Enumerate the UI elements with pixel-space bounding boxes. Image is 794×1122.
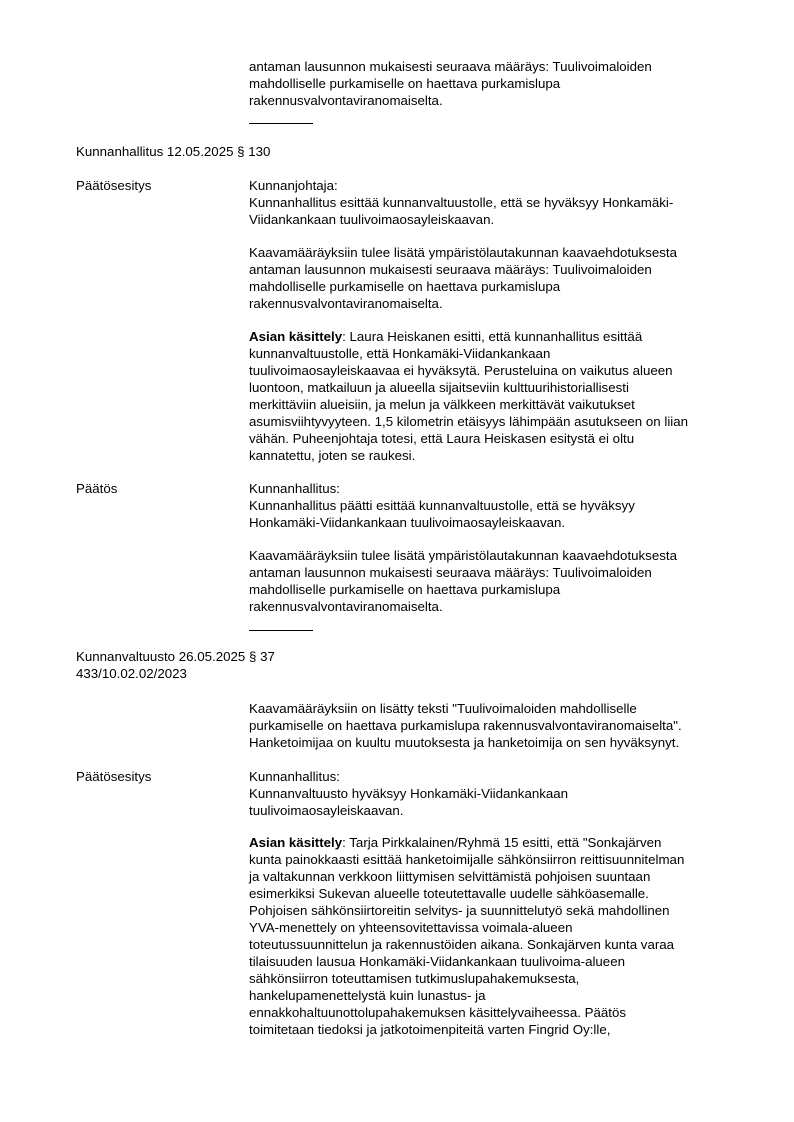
case-handling-paragraph xyxy=(249,834,739,1038)
record-number: 433/10.02.02/2023 xyxy=(76,666,187,681)
text-line: Kunnanhallitus esittää kunnanvaltuustolle, että se hyväksyy Honkamäki- xyxy=(249,195,674,210)
text-line: Kunnanjohtaja: xyxy=(249,178,338,193)
text-line: Pohjoisen sähkönsiirtoreitin selvitys- ja suunnittelutyö sekä mahdollinen xyxy=(249,903,670,918)
separator-rule xyxy=(249,123,313,124)
text-line: Asian käsittely: Laura Heiskanen esitti, että kunnanhallitus esittää xyxy=(249,329,643,344)
text-line: merkittäviin alueisiin, ja melun ja välkkeen merkittävät vaikutukset xyxy=(249,397,635,412)
text-line: ja valtakunnan verkkoon liittymisen selvittämistä pohjoisen suuntaan xyxy=(249,869,651,884)
section-header-title: Kunnanvaltuusto 26.05.2025 § 37 xyxy=(76,649,275,664)
text-line: Asian käsittely: Tarja Pirkkalainen/Ryhmä 15 esitti, että "Sonkajärven xyxy=(249,835,662,850)
text-line: Kaavamääräyksiin tulee lisätä ympäristölautakunnan kaavaehdotuksesta xyxy=(249,548,677,563)
text-line: antaman lausunnon mukaisesti seuraava määräys: Tuulivoimaloiden xyxy=(249,59,652,74)
text-line: toimitetaan tiedoksi ja jatkotoimenpiteitä varten Fingrid Oy:lle, xyxy=(249,1022,611,1037)
text-line: Kunnanvaltuusto hyväksyy Honkamäki-Viidankankaan xyxy=(249,786,569,801)
text-line: toteutussuunnittelun ja rakennustöiden aikana. Sonkajärven kunta varaa xyxy=(249,937,675,952)
text-line: rakennusvalvontaviranomaiselta. xyxy=(249,93,443,108)
text-line: antaman lausunnon mukaisesti seuraava määräys: Tuulivoimaloiden xyxy=(249,565,652,580)
text-line: Kunnanhallitus: xyxy=(249,769,340,784)
proposal-text xyxy=(249,768,739,819)
text-line: YVA-menettely on yhteensovitettavissa voimala-alueen xyxy=(249,920,573,935)
text-line: esimerkiksi Sukevan alueelle toteutettavalle uudelle sähköasemalle. xyxy=(249,886,649,901)
text-line: Kaavamääräyksiin on lisätty teksti "Tuulivoimaloiden mahdolliselle xyxy=(249,701,637,716)
case-handling-heading: Asian käsittely xyxy=(249,835,343,850)
proposal-text xyxy=(249,177,739,228)
label-paatosesitys: Päätösesitys xyxy=(76,178,152,193)
section-header-kunnanhallitus: Kunnanhallitus 12.05.2025 § 130 xyxy=(76,144,271,159)
paragraph-continuation xyxy=(249,58,739,109)
regulation-paragraph xyxy=(249,244,739,312)
text-line: luontoon, matkailuun ja alueella sijaitseviin kulttuurihistoriallisesti xyxy=(249,380,629,395)
case-handling-paragraph xyxy=(249,328,739,464)
section-header-kunnanvaltuusto xyxy=(76,648,275,682)
text-line: tilaisuuden lausua Honkamäki-Viidankankaan tuulivoima-alueen xyxy=(249,954,625,969)
text-line: tuulivoimaosayleiskaavaa ei hyväksytä. Perusteluina on vaikutus alueen xyxy=(249,363,673,378)
text-line: Hanketoimijaa on kuultu muutoksesta ja hanketoimija on sen hyväksynyt. xyxy=(249,735,680,750)
separator-rule xyxy=(249,630,313,631)
text-line: mahdolliselle purkamiselle on haettava purkamislupa xyxy=(249,279,561,294)
text-line: mahdolliselle purkamiselle on haettava purkamislupa xyxy=(249,582,561,597)
amendment-paragraph xyxy=(249,700,739,751)
text-line: vähän. Puheenjohtaja totesi, että Laura Heiskasen esitystä ei oltu xyxy=(249,431,635,446)
text-line: ennakkohaltuunottolupahakemuksen käsittelyvaiheessa. Päätös xyxy=(249,1005,626,1020)
text-line: sähkönsiirron toteuttamisen tutkimuslupahakemuksesta, xyxy=(249,971,580,986)
text-line: Kaavamääräyksiin tulee lisätä ympäristölautakunnan kaavaehdotuksesta xyxy=(249,245,677,260)
decision-text xyxy=(249,480,739,531)
text-line: Honkamäki-Viidankankaan tuulivoimaosayleiskaavan. xyxy=(249,515,566,530)
label-paatos: Päätös xyxy=(76,481,118,496)
text-line: Kunnanhallitus: xyxy=(249,481,340,496)
case-handling-heading: Asian käsittely xyxy=(249,329,343,344)
text-line: Kunnanhallitus päätti esittää kunnanvaltuustolle, että se hyväksyy xyxy=(249,498,635,513)
text-line: rakennusvalvontaviranomaiselta. xyxy=(249,296,443,311)
text-line: purkamiselle on haettava purkamislupa rakennusvalvontaviranomaiselta". xyxy=(249,718,682,733)
label-paatosesitys: Päätösesitys xyxy=(76,769,152,784)
text-line: asumisviihtyvyyteen. 1,5 kilometrin etäisyys lähimpään asutukseen on liian xyxy=(249,414,689,429)
text-line: tuulivoimaosayleiskaavan. xyxy=(249,803,404,818)
text-line: antaman lausunnon mukaisesti seuraava määräys: Tuulivoimaloiden xyxy=(249,262,652,277)
text-line: kunta painokkaasti esittää hanketoimijalle sähkönsiirron reittisuunnitelman xyxy=(249,852,685,867)
regulation-paragraph xyxy=(249,547,739,615)
text-line: hankelupamenettelystä kuin lunastus- ja xyxy=(249,988,486,1003)
text-line: kannatettu, joten se raukesi. xyxy=(249,448,416,463)
text-line: kunnanvaltuustolle, että Honkamäki-Viidankankaan xyxy=(249,346,551,361)
text-line: Viidankankaan tuulivoimaosayleiskaavan. xyxy=(249,212,495,227)
text-line: mahdolliselle purkamiselle on haettava purkamislupa xyxy=(249,76,561,91)
text-line: rakennusvalvontaviranomaiselta. xyxy=(249,599,443,614)
